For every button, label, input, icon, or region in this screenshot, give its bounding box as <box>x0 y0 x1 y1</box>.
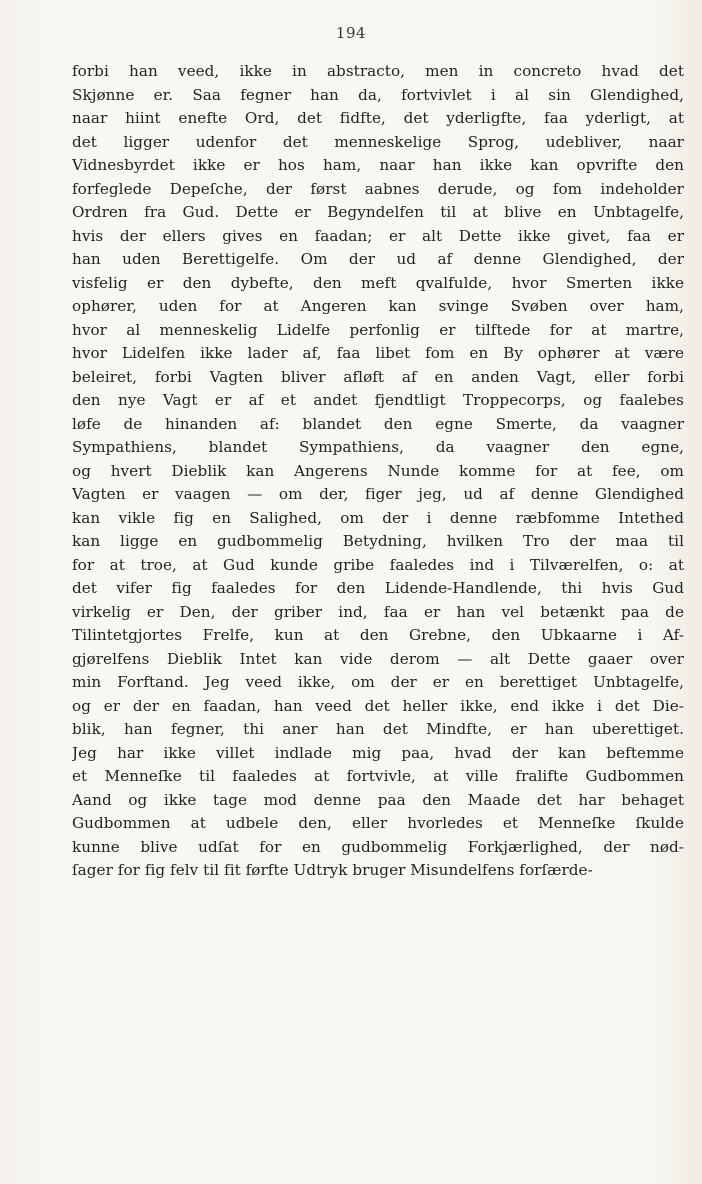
text-line: Tilintetgjortes Frelfe, kun at den Grebne, den Ubkaarne i Af- <box>72 626 684 644</box>
text-line: kunne blive udſat for en gudbommelig Forkjærlighed, der nød- <box>72 837 684 856</box>
text-line: Sympathiens, blandet Sympathiens, da vaagner den egne, <box>72 438 684 456</box>
text-line: hvor Lidelfen ikke lader af, faa libet fom en By ophører at være <box>72 344 684 362</box>
text-line: hvor al menneskelig Lidelfe perfonlig er tilftede for at martre, <box>72 320 684 339</box>
text-line: løfe de hinanden af: blandet den egne Smerte, da vaagner <box>72 414 684 433</box>
text-line: og er der en faadan, han veed det heller ikke, end ikke i det Die- <box>72 696 684 715</box>
text-line: Ordren fra Gud. Dette er Begyndelfen til at blive en Unbtagelfe, <box>72 203 684 221</box>
text-line: for at troe, at Gud kunde gribe faaledes ind i Tilværelfen, o: at <box>72 555 684 574</box>
text-line: Gudbommen at udbele den, eller hvorledes et Menneſke ſkulde <box>72 814 684 832</box>
text-line: kan vikle fig en Salighed, om der i denne ræbfomme Intethed <box>72 508 684 527</box>
text-line: og hvert Dieblik kan Angerens Nunde komme for at fee, om <box>72 461 684 480</box>
text-line: forbi han veed, ikke in abstracto, men in concreto hvad det <box>72 62 684 80</box>
text-line: Vidnesbyrdet ikke er hos ham, naar han ikke kan opvrifte den <box>72 156 684 174</box>
text-line: hvis der ellers gives en faadan; er alt Dette ikke givet, faa er <box>72 226 684 245</box>
text-line: et Menneſke til faaledes at fortvivle, at ville fralifte Gudbommen <box>72 767 684 785</box>
text-line: det vifer fig faaledes for den Lidende-Handlende, thi hvis Gud <box>72 579 684 597</box>
text-line: kan ligge en gudbommelig Betydning, hvilken Tro der maa til <box>72 532 684 550</box>
page-number: 194 <box>335 24 367 42</box>
text-line: Jeg har ikke villet indlade mig paa, hvad der kan beftemme <box>72 743 684 762</box>
text-line: visfelig er den dybefte, den meft qvalfulde, hvor Smerten ikke <box>72 273 684 292</box>
text-line: ſager for fig felv til fit førfte Udtryk bruger Misundelfens forſærde- <box>72 861 593 879</box>
text-line: min Forftand. Jeg veed ikke, om der er en berettiget Unbtagelfe, <box>72 673 684 691</box>
text-line: Skjønne er. Saa fegner han da, fortvivlet i al sin Glendighed, <box>72 85 684 104</box>
body-text <box>72 60 684 883</box>
text-line: virkelig er Den, der griber ind, faa er han vel betænkt paa de <box>72 602 684 621</box>
text-line: han uden Berettigelfe. Om der ud af denne Glendighed, der <box>72 250 684 268</box>
text-line: Vagten er vaagen — om der, figer jeg, ud af denne Glendighed <box>72 485 684 503</box>
text-line: ophører, uden for at Angeren kan svinge Svøben over ham, <box>72 297 684 315</box>
text-line: beleiret, forbi Vagten bliver afløft af en anden Vagt, eller forbi <box>72 367 684 386</box>
text-line: det ligger udenfor det menneskelige Sprog, udebliver, naar <box>72 132 684 151</box>
text-line: blik, han fegner, thi aner han det Mindfte, er han uberettiget. <box>72 720 684 738</box>
text-line: forfeglede Depeſche, der først aabnes derude, og fom indeholder <box>72 179 684 198</box>
text-line: naar hiint enefte Ord, det fidfte, det yderligfte, faa yderligt, at <box>72 109 684 127</box>
text-line: den nye Vagt er af et andet fjendtligt Troppecorps, og faalebes <box>72 391 684 409</box>
text-line: gjørelfens Dieblik Intet kan vide derom — alt Dette gaaer over <box>72 649 684 668</box>
text-line: Aand og ikke tage mod denne paa den Maade det har behaget <box>72 790 684 809</box>
